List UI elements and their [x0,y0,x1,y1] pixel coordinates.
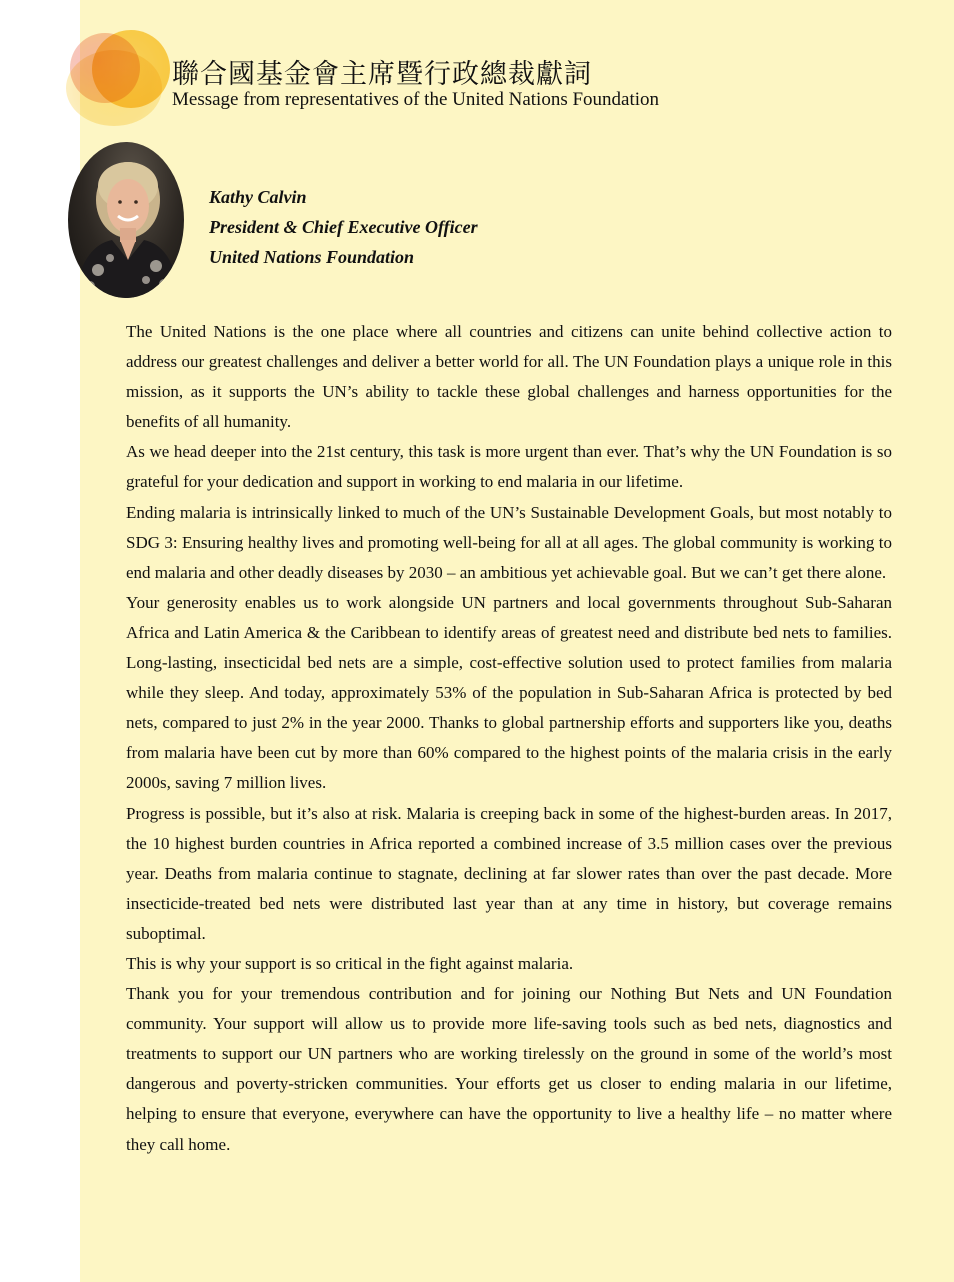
body-paragraph: As we head deeper into the 21st century, this task is more urgent than ever. That’s why the UN Foundation is so grateful for your dedication and support in working to end malaria in our lifetime. [126,442,892,492]
logo-light-circle [66,50,162,126]
page-title-chinese: 聯合國基金會主席暨行政總裁獻詞 [172,59,592,90]
page-title-english: Message from representatives of the United Nations Foundation [172,89,660,110]
signature-block [209,182,478,272]
body-paragraph: Your generosity enables us to work alongside UN partners and local governments throughout Sub-Saharan Africa and Latin America & the Caribbean to identify areas of greatest need and distribute bed nets to families. Long-lasting, insecticidal bed nets are a simple, cost-effective solution used to protect families from malaria while they sleep. And today, approximately 53% of the population in Sub-Saharan Africa is protected by bed nets, compared to just 2% in the year 2000. Thanks to global partnership efforts and supporters like you, deaths from malaria have been cut by more than 60% compared to the highest points of the malaria crisis in the early 2000s, saving 7 million lives. [126,592,892,793]
overlapping-circles-logo-icon [62,28,172,128]
signatory-role: President & Chief Executive Officer [209,217,478,237]
body-paragraph: The United Nations is the one place where all countries and citizens can unite behind collective action to address our greatest challenges and deliver a better world for all. The UN Foundation plays a unique role in this mission, as it supports the UN’s ability to tackle these global challenges and harness opportunities for the benefits of all humanity. [126,322,892,432]
body-paragraph: Progress is possible, but it’s also at risk. Malaria is creeping back in some of the highest-burden areas. In 2017, the 10 highest burden countries in Africa reported a combined increase of 3.5 million cases over the previous year. Deaths from malaria continue to stagnate, declining at far slower rates than over the past decade. More insecticide-treated bed nets were distributed last year than at any time in history, but coverage remains suboptimal. [126,803,892,943]
body-paragraph: This is why your support is so critical in the fight against malaria. [126,953,574,973]
signatory-organization: United Nations Foundation [209,247,415,267]
body-paragraph: Ending malaria is intrinsically linked to much of the UN’s Sustainable Development Goals, but most notably to SDG 3: Ensuring healthy lives and promoting well-being for all at all ages. The global community is working to end malaria and other deadly diseases by 2030 – an ambitious yet achievable goal. But we can’t get there alone. [126,502,892,582]
portrait-photo [68,142,184,298]
message-body [126,317,892,1160]
signatory-name: Kathy Calvin [209,187,307,207]
body-paragraph: Thank you for your tremendous contribution and for joining our Nothing But Nets and UN Foundation community. Your support will allow us to provide more life-saving tools such as bed nets, diagnostics and treatments to support our UN partners who are working tirelessly on the ground in some of the world’s most dangerous and poverty-stricken communities. Your efforts get us closer to ending malaria in our lifetime, helping to ensure that everyone, everywhere can have the opportunity to live a healthy life – no matter where they call home. [126,984,892,1154]
